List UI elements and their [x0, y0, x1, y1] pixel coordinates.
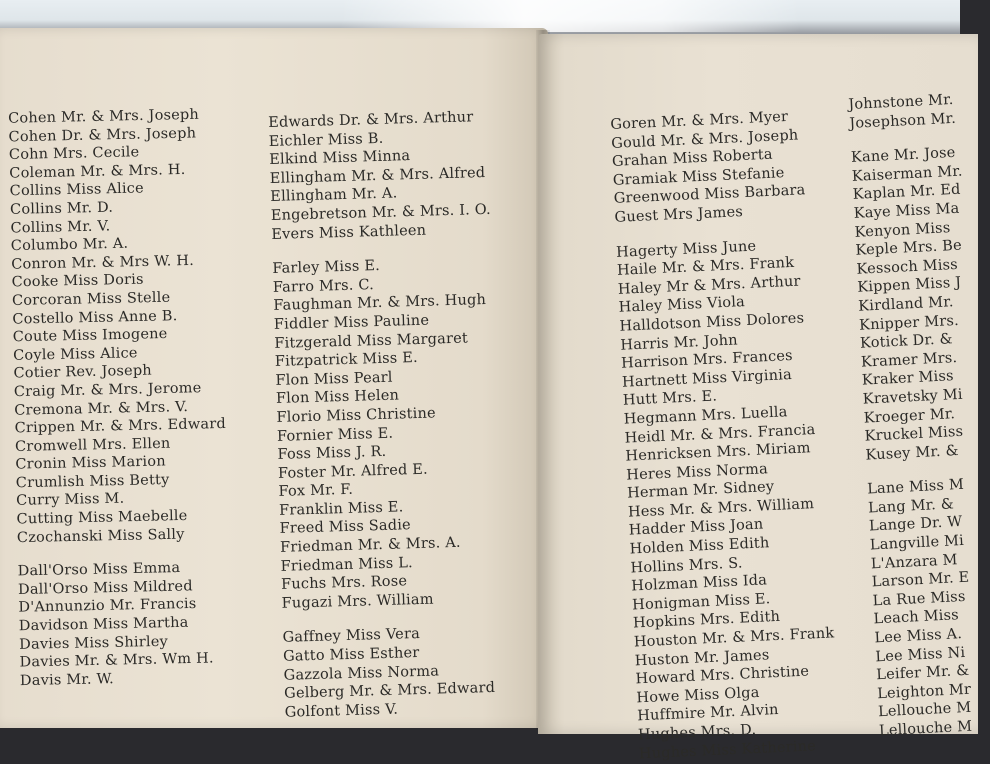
guest-entry: Hartnett Miss Virginia	[621, 366, 793, 391]
left-page-column-1	[8, 106, 231, 691]
guest-entry: Hadder Miss Joan	[628, 516, 764, 540]
guest-entry: La Rue Miss	[872, 588, 966, 610]
guest-entry: Henricksen Mrs. Miriam	[625, 440, 811, 465]
guest-entry: Flon Miss Helen	[275, 387, 400, 408]
right-page-column-1	[610, 107, 840, 764]
guest-entry: Cutting Miss Maebelle	[16, 508, 188, 528]
guest-entry: Edwards Dr. & Mrs. Arthur	[268, 109, 474, 131]
guest-entry: Hess Mr. & Mrs. William	[627, 496, 815, 521]
guest-entry: Kramer Mrs.	[860, 349, 958, 371]
guest-entry: Leighton Mr	[876, 681, 972, 703]
guest-entry: D'Annunzio Mr. Francis	[18, 596, 197, 616]
left-page-column-2	[268, 108, 505, 722]
guest-entry: Lee Miss Ni	[875, 644, 966, 665]
guest-entry: Kenyon Miss	[854, 219, 951, 241]
guest-entry: Larson Mr. E	[871, 569, 970, 591]
guest-entry: Kaplan Mr. Ed	[852, 181, 961, 204]
guest-entry: Gould Mr. & Mrs. Joseph	[610, 127, 799, 152]
guest-entry: Heres Miss Norma	[625, 460, 769, 484]
guest-entry: Guest Mrs James	[614, 204, 744, 226]
guest-entry: Curry Miss M.	[16, 491, 125, 510]
guest-entry: Gramiak Miss Stefanie	[612, 164, 785, 189]
guest-entry: Conron Mr. & Mrs W. H.	[11, 252, 195, 273]
guest-entry: Hughes Mrs. D.	[637, 722, 757, 744]
guest-entry: Foss Miss J. R.	[277, 443, 387, 463]
guest-entry: Kaye Miss Ma	[853, 200, 960, 222]
guest-entry: Freed Miss Sadie	[279, 517, 412, 538]
guest-entry: Halldotson Miss Dolores	[619, 310, 805, 335]
guest-entry: Craig Mr. & Mrs. Jerome	[13, 380, 202, 400]
guest-entry: Fuchs Mrs. Rose	[280, 573, 408, 594]
guest-entry: Haile Mr. & Mrs. Frank	[616, 254, 795, 279]
guest-entry: Fitzgerald Miss Margaret	[274, 330, 469, 352]
guest-entry: Gaffney Miss Vera	[282, 626, 421, 647]
guest-entry: Haley Mr & Mrs. Arthur	[617, 273, 801, 298]
guest-entry: Cremona Mr. & Mrs. V.	[14, 398, 189, 419]
guest-entry: Houston Mr. & Mrs. Frank	[633, 625, 835, 651]
guest-entry: Costello Miss Anne B.	[12, 307, 178, 328]
guest-entry: Crippen Mr. & Mrs. Edward	[14, 416, 227, 437]
guest-entry: Lane Miss M	[866, 477, 965, 498]
guest-entry: Coleman Mr. & Mrs. H.	[9, 161, 186, 182]
guest-entry: Greenwood Miss Barbara	[613, 182, 806, 208]
guest-entry: Leach Miss	[873, 607, 960, 628]
guest-entry: Holzman Miss Ida	[631, 572, 768, 595]
guest-entry: Collins Mr. D.	[9, 199, 114, 218]
guest-entry: Kravetsky Mi	[862, 386, 964, 408]
guest-entry: Collins Miss Alice	[9, 181, 145, 200]
guest-entry: Florio Miss Christine	[276, 405, 436, 426]
guest-entry: Honigman Miss E.	[631, 591, 771, 614]
guest-entry: L'Anzara M	[870, 551, 958, 573]
guest-entry: Harris Mr. John	[620, 331, 739, 354]
guest-entry: Goren Mr. & Mrs. Myer	[610, 108, 789, 133]
guest-entry: Davies Mr. & Mrs. Wm H.	[19, 650, 214, 671]
guest-entry: Lee Miss A.	[874, 626, 963, 647]
guest-entry: Cotier Rev. Joseph	[13, 363, 153, 382]
guest-entry: Ellingham Mr. & Mrs. Alfred	[269, 164, 486, 187]
guest-entry: Davies Miss Shirley	[19, 633, 169, 653]
guest-entry: Corcoran Miss Stelle	[11, 289, 171, 309]
guest-entry: Hagerty Miss June	[615, 238, 757, 261]
guest-entry: Columbo Mr. A.	[10, 236, 129, 255]
guest-entry: Gazzola Miss Norma	[283, 663, 440, 684]
guest-entry: Coute Miss Imogene	[12, 326, 168, 346]
guest-entry: Howard Mrs. Christine	[635, 663, 810, 688]
guest-entry: Hegmann Mrs. Luella	[623, 404, 788, 428]
guest-entry: Kaiserman Mr.	[851, 163, 964, 185]
guest-entry: Cohn Mrs. Cecile	[8, 144, 140, 164]
guest-entry: Davis Mr. W.	[19, 671, 115, 689]
guest-entry: Heidl Mr. & Mrs. Francia	[624, 421, 816, 447]
guest-entry: Gelberg Mr. & Mrs. Edward	[283, 680, 496, 702]
guest-entry: Holden Miss Edith	[629, 535, 770, 558]
guest-entry: Kippen Miss J	[857, 275, 962, 297]
guest-entry: Grahan Miss Roberta	[611, 146, 774, 171]
guest-entry: Kotick Dr. &	[859, 331, 954, 352]
guest-entry: Fornier Miss E.	[276, 425, 394, 445]
guest-entry: Dall'Orso Miss Emma	[17, 560, 181, 580]
guest-entry: Lang Mr. &	[867, 496, 955, 517]
guest-entry: Flon Miss Pearl	[275, 369, 393, 389]
guest-entry: Huston Mr. James	[634, 646, 770, 670]
guest-entry: Kessoch Miss	[856, 256, 959, 278]
guest-entry: Elkind Miss Minna	[269, 148, 411, 169]
guest-entry: Friedman Mr. & Mrs. A.	[279, 534, 461, 556]
guest-entry: Fugazi Mrs. William	[281, 591, 434, 612]
guest-entry: Davidson Miss Martha	[18, 614, 189, 635]
guest-entry: Fiddler Miss Pauline	[273, 312, 430, 333]
guest-entry: Huffmire Mr. Alvin	[636, 702, 780, 725]
guest-entry: Herman Mr. Sidney	[626, 479, 775, 502]
guest-entry: Coyle Miss Alice	[12, 345, 138, 364]
guest-entry: Kraker Miss	[861, 368, 955, 389]
guest-entry: Hopkins Mrs. Edith	[632, 609, 781, 632]
guest-entry: Kusey Mr. &	[865, 442, 960, 464]
guest-entry: Kroeger Mr.	[863, 405, 956, 427]
guest-entry: Lange Dr. W	[868, 514, 963, 535]
guest-entry: Cohen Dr. & Mrs. Joseph	[8, 125, 197, 145]
guest-entry: Hutt Mrs. E.	[622, 388, 718, 410]
guest-entry: Engebretson Mr. & Mrs. I. O.	[270, 201, 492, 224]
guest-entry: Knipper Mrs.	[858, 312, 960, 334]
guest-entry: Foster Mr. Alfred E.	[277, 461, 429, 482]
guest-entry: Josephson Mr.	[848, 110, 957, 132]
guest-entry: Leifer Mr. &	[875, 662, 970, 684]
guest-entry: Farro Mrs. C.	[272, 276, 375, 296]
guest-entry: Crumlish Miss Betty	[15, 472, 170, 492]
guest-entry: Johnstone Mr.	[848, 91, 954, 113]
guest-entry: Evers Miss Kathleen	[271, 222, 427, 243]
guest-entry: Haley Miss Viola	[618, 294, 746, 317]
guest-entry: Cooke Miss Doris	[11, 272, 144, 291]
guest-entry: Lellouche M	[877, 700, 972, 721]
guest-entry: Ellingham Mr. A.	[270, 185, 398, 206]
guest-entry: Eichler Miss B.	[268, 130, 384, 150]
right-page-column-2	[848, 91, 990, 741]
guest-entry: Lellouche M	[878, 718, 973, 740]
guest-entry: Kirdland Mr.	[857, 294, 954, 315]
guest-entry: Gatto Miss Esther	[282, 645, 420, 665]
guest-entry: Faughman Mr. & Mrs. Hugh	[273, 292, 487, 315]
guest-entry: Cohen Mr. & Mrs. Joseph	[8, 106, 200, 127]
guest-entry: Fox Mr. F.	[278, 482, 354, 501]
guest-entry: Hollins Mrs. S.	[630, 555, 743, 577]
guest-entry: Fitzpatrick Miss E.	[274, 350, 419, 371]
guest-entry: Howe Miss Olga	[636, 684, 760, 707]
guest-entry: Hughes Miss Katherine	[638, 737, 817, 762]
guest-entry: Golfont Miss V.	[284, 701, 399, 721]
guest-entry: Kruckel Miss	[864, 423, 964, 445]
right-page	[538, 34, 978, 762]
guest-entry: Cronin Miss Marion	[15, 453, 166, 473]
guest-entry: Keple Mrs. Be	[855, 237, 963, 259]
left-page	[0, 28, 548, 728]
guest-entry: Czochanski Miss Sally	[16, 526, 185, 546]
guest-entry: Friedman Miss L.	[280, 554, 414, 575]
guest-entry: Kane Mr. Jose	[850, 145, 956, 167]
guest-entry: Farley Miss E.	[272, 258, 381, 278]
guest-entry: Franklin Miss E.	[278, 499, 404, 519]
guest-entry: Harrison Mrs. Frances	[620, 348, 794, 372]
guest-entry: Dall'Orso Miss Mildred	[17, 578, 193, 598]
guest-entry: Collins Mr. V.	[10, 218, 111, 236]
guest-entry: Cromwell Mrs. Ellen	[14, 435, 171, 455]
guest-entry: Langville Mi	[869, 532, 965, 554]
